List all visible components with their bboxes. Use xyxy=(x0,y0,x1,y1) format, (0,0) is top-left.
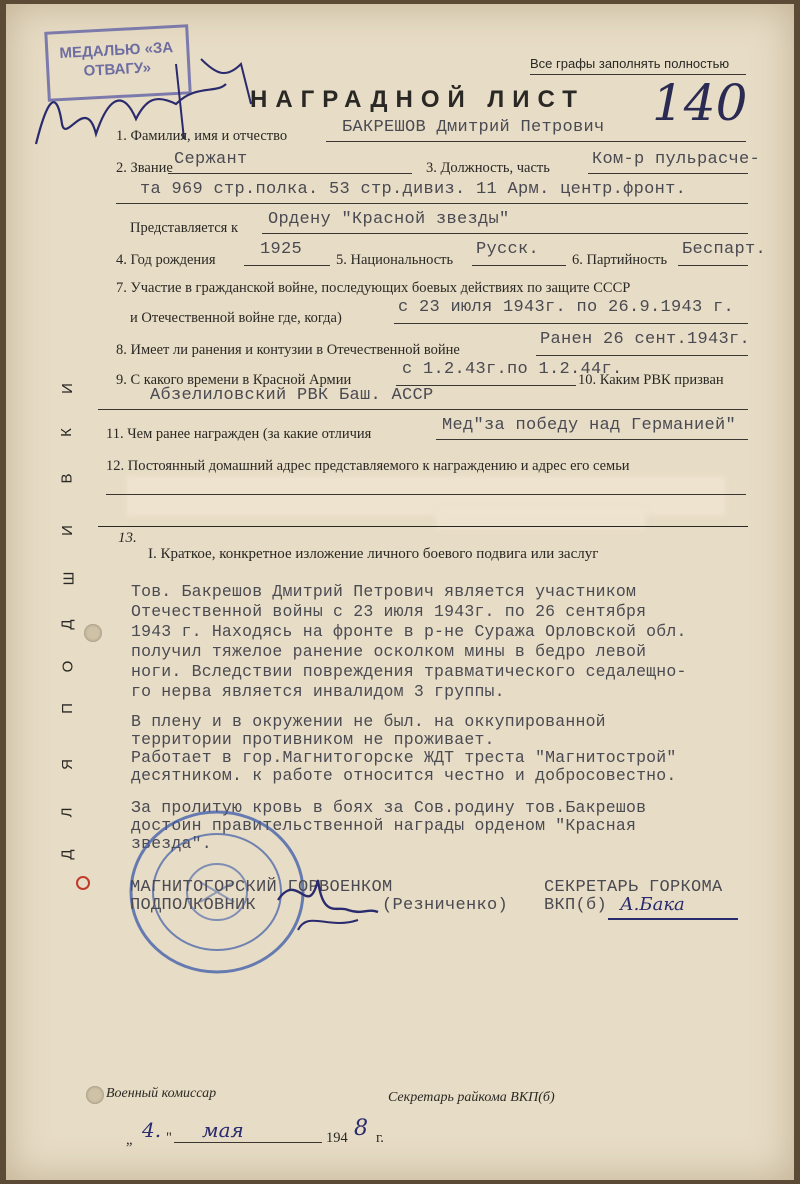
right-signature-underline xyxy=(608,918,738,920)
field-2-value: Сержант xyxy=(174,150,248,169)
field-12-label: 12. Постоянный домашний адрес представляемого к награждению и адрес его семьи xyxy=(106,458,630,474)
medal-stamp-text: МЕДАЛЬЮ «ЗА ОТВАГУ» xyxy=(59,39,174,80)
field-10-label: 10. Каким РВК призван xyxy=(578,372,724,388)
side-label-char: Я xyxy=(58,759,76,770)
narrative-line: Работает в гор.Магнитогорске ЖДТ треста "Магнитострой" xyxy=(131,748,677,767)
left-signer-title-2: ПОДПОЛКОВНИК xyxy=(130,896,257,915)
field-11-line xyxy=(436,439,748,440)
field-2-label: 2. Звание xyxy=(116,160,173,176)
narrative-line: Тов. Бакрешов Дмитрий Петрович является участником xyxy=(131,582,637,601)
field-6-value: Беспарт. xyxy=(682,240,767,259)
field-1-line xyxy=(326,141,746,142)
field-12-line-1 xyxy=(106,494,746,495)
field-1-label: 1. Фамилия, имя и отчество xyxy=(116,128,288,144)
field-7-label: 7. Участие в гражданской войне, последующих боевых действиях по защите СССР xyxy=(116,280,631,296)
field-7-label-continued: и Отечественной войне где, когда) xyxy=(130,310,342,326)
field-5-line xyxy=(472,265,566,266)
section-13-heading: I. Краткое, конкретное изложение личного боевого подвига или заслуг xyxy=(148,546,599,562)
field-4-line xyxy=(244,265,330,266)
side-label-char: О xyxy=(59,660,77,673)
narrative-line: получил тяжелое ранение осколком мины в бедро левой xyxy=(131,642,647,661)
right-signer-title-1: СЕКРЕТАРЬ ГОРКОМА xyxy=(544,878,723,897)
field-3-value-continued: та 969 стр.полка. 53 стр.дивиз. 11 Арм. центр.фронт. xyxy=(140,180,687,199)
date-month: мая xyxy=(202,1118,244,1142)
right-signer-title-2: ВКП(б) xyxy=(544,896,608,915)
red-mark xyxy=(76,876,90,890)
section-13-divider xyxy=(98,526,748,527)
field-11-value: Мед"за победу над Германией" xyxy=(442,416,737,435)
left-signature xyxy=(268,860,388,940)
punch-hole xyxy=(84,624,102,642)
side-label-char: Д xyxy=(58,849,76,860)
field-7-line xyxy=(394,323,748,324)
field-1-value: БАКРЕШОВ Дмитрий Петрович xyxy=(342,118,605,137)
field-3-value: Ком-р пульрасче- xyxy=(592,150,761,169)
nominated-label: Представляется к xyxy=(130,220,239,236)
date-year-prefix: 194 xyxy=(326,1130,348,1146)
punch-hole xyxy=(86,1086,104,1104)
side-label-char: Ш xyxy=(60,571,78,586)
narrative-line: десятником. к работе относится честно и добросовестно. xyxy=(131,766,677,785)
document-title: НАГРАДНОЙ ЛИСТ xyxy=(250,86,585,113)
left-signer-title-1: МАГНИТОГОРСКИЙ ГОРВОЕНКОМ xyxy=(130,878,393,897)
side-label-char: Л xyxy=(58,807,76,818)
date-close-quote: " xyxy=(166,1130,172,1146)
award-sheet xyxy=(6,4,794,1180)
field-5-value: Русск. xyxy=(476,240,540,259)
date-open-quote: „ xyxy=(126,1132,133,1148)
nominated-line xyxy=(262,233,748,234)
field-10-value: Абзелиловский РВК Баш. АССР xyxy=(150,386,434,405)
narrative-line: го нерва является инвалидом 3 группы. xyxy=(131,682,505,701)
narrative-line: В плену и в окружении не был. на оккупированной xyxy=(131,712,606,731)
field-3-line-2 xyxy=(116,203,748,204)
field-6-label: 6. Партийность xyxy=(572,252,668,268)
field-4-label: 4. Год рождения xyxy=(116,252,216,268)
field-5-label: 5. Национальность xyxy=(336,252,454,268)
commissar-label: Военный комиссар xyxy=(106,1086,217,1101)
date-suffix: г. xyxy=(376,1130,384,1146)
nominated-value: Ордену "Красной звезды" xyxy=(268,210,510,229)
field-11-label: 11. Чем ранее награжден (за какие отличия xyxy=(106,426,372,442)
narrative-line: ноги. Вследствии повреждения травматического седалещно- xyxy=(131,662,687,681)
date-day: 4. xyxy=(142,1118,162,1142)
narrative-line: Отечественной войны с 23 июля 1943г. по 26 сентября xyxy=(131,602,647,621)
side-label-char: И xyxy=(58,525,76,536)
fill-note: Все графы заполнять полностью xyxy=(530,56,730,71)
side-label-char: И xyxy=(58,383,76,394)
field-4-value: 1925 xyxy=(260,240,303,259)
side-label-char: В xyxy=(58,473,76,484)
left-signer-name: (Резниченко) xyxy=(382,896,509,915)
field-6-line xyxy=(678,265,748,266)
sheet-number: 140 xyxy=(652,74,748,132)
side-label-char: Д xyxy=(58,619,76,630)
field-10-line xyxy=(98,409,748,410)
narrative-line: звезда". xyxy=(131,834,212,853)
secretary-label: Секретарь райкома ВКП(б) xyxy=(388,1090,555,1105)
field-2-line xyxy=(168,173,412,174)
field-9-value: с 1.2.43г.по 1.2.44г. xyxy=(402,360,623,379)
section-13-number: 13. xyxy=(118,530,137,546)
side-label-char: П xyxy=(58,703,76,714)
date-year-digit: 8 xyxy=(354,1116,368,1141)
narrative-line: За пролитую кровь в боях за Сов.родину тов.Бакрешов xyxy=(131,798,647,817)
handwritten-resolution-mark xyxy=(26,44,266,164)
field-8-line xyxy=(536,355,748,356)
side-label-char: К xyxy=(57,428,75,437)
narrative-line: 1943 г. Находясь на фронте в р-не Суража Орловской обл. xyxy=(131,622,687,641)
field-7-value: с 23 июля 1943г. по 26.9.1943 г. xyxy=(398,298,735,317)
narrative-line: достоин правительственной награды орденом "Красная xyxy=(131,816,637,835)
field-9-label: 9. С какого времени в Красной Армии xyxy=(116,372,352,388)
field-8-label: 8. Имеет ли ранения и контузии в Отечественной войне xyxy=(116,342,460,358)
field-3-line xyxy=(588,173,748,174)
field-3-label: 3. Должность, часть xyxy=(426,160,550,176)
narrative-line: территории противником не проживает. xyxy=(131,730,495,749)
right-signature: А.Бака xyxy=(620,894,685,915)
field-8-value: Ранен 26 сент.1943г. xyxy=(540,330,751,349)
date-month-line xyxy=(174,1142,322,1143)
